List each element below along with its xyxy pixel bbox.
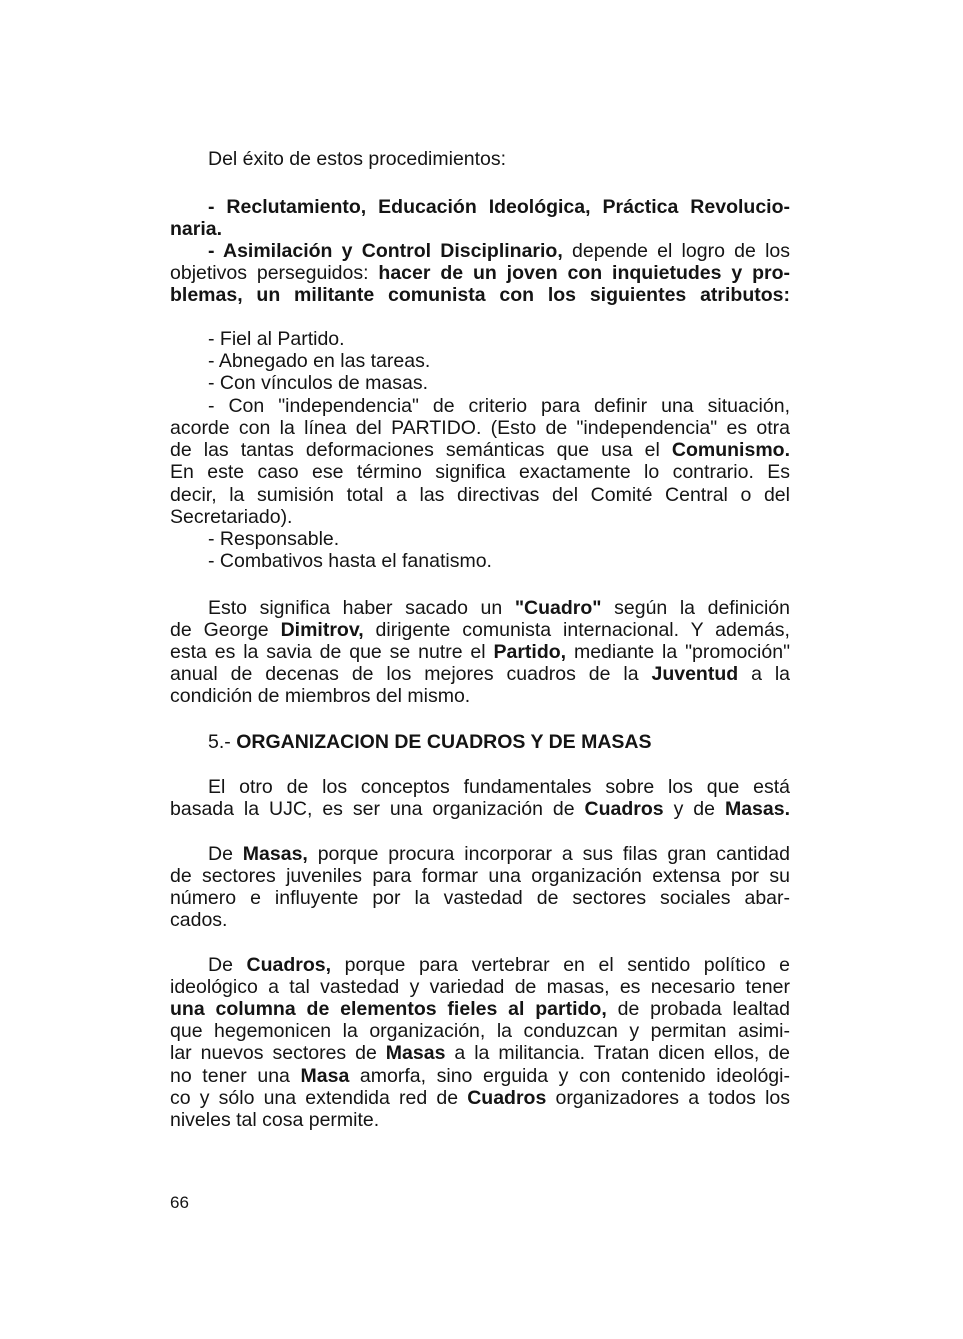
- section-heading: 5.- ORGANIZACION DE CUADROS Y DE MASAS: [208, 731, 652, 753]
- paragraph-line: cados.: [170, 909, 228, 931]
- paragraph-line: ideológico a tal vastedad y variedad de masas, es necesario tener: [170, 976, 790, 998]
- paragraph-line: El otro de los conceptos fundamentales sobre los que está: [208, 776, 790, 798]
- attribute-item: - Fiel al Partido.: [208, 328, 345, 350]
- attribute-text: decir, la sumisión total a las directivas del Comité Central o del: [170, 484, 790, 506]
- intro-line: Del éxito de estos procedimientos:: [208, 148, 507, 170]
- paragraph-line: co y sólo una extendida red de Cuadros organizadores a todos los: [170, 1087, 790, 1109]
- paragraph-line: número e influyente por la vastedad de sectores sociales abar-: [170, 887, 790, 909]
- paragraph-line: de George Dimitrov, dirigente comunista internacional. Y además,: [170, 619, 790, 641]
- attribute-item: - Responsable.: [208, 528, 340, 550]
- paragraph-line: niveles tal cosa permite.: [170, 1109, 380, 1131]
- attribute-item: - Con "independencia" de criterio para definir una situación,: [208, 395, 790, 417]
- page-number: 66: [170, 1193, 189, 1212]
- item-reclutamiento: - Reclutamiento, Educación Ideológica, Práctica Revolucio-: [208, 196, 790, 218]
- paragraph-line: De Cuadros, porque para vertebrar en el sentido político e: [208, 954, 790, 976]
- attribute-item: - Con vínculos de masas.: [208, 372, 429, 394]
- paragraph-line: esta es la savia de que se nutre el Partido, mediante la "promoción": [170, 641, 790, 663]
- paragraph-line: lar nuevos sectores de Masas a la militancia. Tratan dicen ellos, de: [170, 1042, 790, 1064]
- attribute-item: - Combativos hasta el fanatismo.: [208, 550, 492, 572]
- paragraph-line: De Masas, porque procura incorporar a sus filas gran cantidad: [208, 843, 790, 865]
- paragraph-line: basada la UJC, es ser una organización de Cuadros y de Masas.: [170, 798, 790, 820]
- paragraph-line: que hegemonicen la organización, la conduzcan y permitan asimi-: [170, 1020, 790, 1042]
- paragraph-line: Esto significa haber sacado un "Cuadro" según la definición: [208, 597, 790, 619]
- attribute-text: En este caso ese término significa exactamente lo contrario. Es: [170, 461, 790, 483]
- attribute-text: Secretariado).: [170, 506, 293, 528]
- item-asimilacion-l2: objetivos perseguidos: hacer de un joven con inquietudes y pro-: [170, 262, 790, 284]
- item-asimilacion-title: - Asimilación y Control Disciplinario,: [208, 240, 563, 262]
- attribute-item: - Abnegado en las tareas.: [208, 350, 431, 372]
- attribute-text: acorde con la línea del PARTIDO. (Esto de "independencia" es otra: [170, 417, 790, 439]
- paragraph-line: una columna de elementos fieles al partido, de probada lealtad: [170, 998, 791, 1020]
- attribute-text: de las tantas deformaciones semánticas que usa el Comunismo.: [170, 439, 790, 461]
- paragraph-line: anual de decenas de los mejores cuadros de la Juventud a la: [170, 663, 791, 685]
- paragraph-line: condición de miembros del mismo.: [170, 685, 471, 707]
- paragraph-line: de sectores juveniles para formar una organización extensa por su: [170, 865, 790, 887]
- item-reclutamiento-cont: naria.: [170, 218, 223, 240]
- item-asimilacion-l3: blemas, un militante comunista con los siguientes atributos:: [170, 284, 790, 306]
- paragraph-line: no tener una Masa amorfa, sino erguida y con contenido ideológi-: [170, 1065, 790, 1087]
- item-asimilacion: - Asimilación y Control Disciplinario, depende el logro de los: [208, 240, 790, 262]
